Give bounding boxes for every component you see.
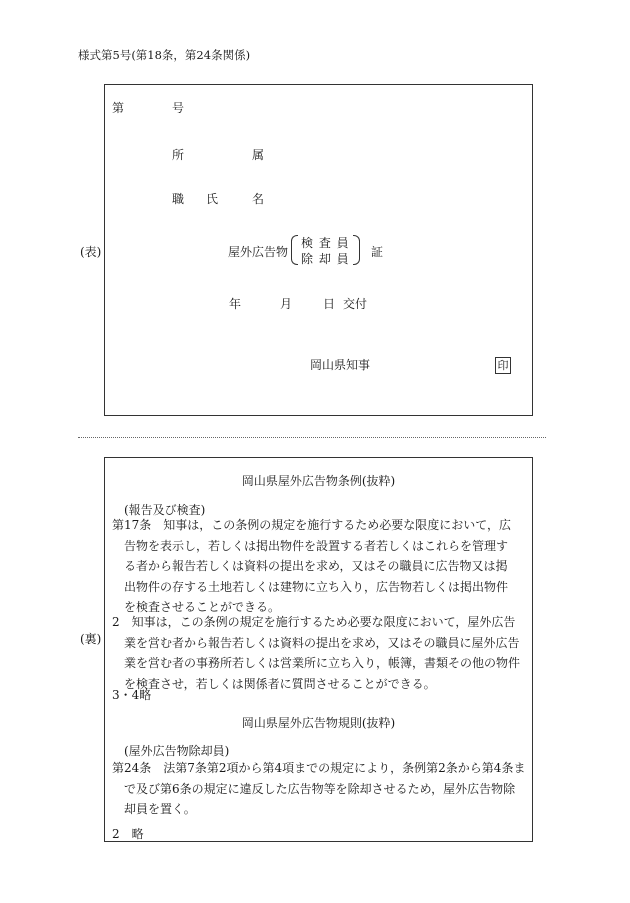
number-prefix: 第 bbox=[112, 101, 125, 115]
title-suffix: 証 bbox=[371, 245, 384, 259]
front-side-label: (表) bbox=[80, 245, 102, 259]
back-card bbox=[104, 457, 533, 842]
form-title: 様式第5号(第18条，第24条関係) bbox=[78, 48, 251, 62]
issuer: 岡山県知事 bbox=[310, 358, 371, 372]
article24-paragraph-1: 第24条 法第7条第2項から第4項までの規定により，条例第2条から第4条まで及び第6条の規定に違反した広告物等を除却させるため，屋外広告物除却員を置く。 bbox=[112, 761, 526, 816]
title-option-remover: 除 却 員 bbox=[301, 252, 350, 266]
article24-paragraph-2: 2 略 bbox=[112, 827, 144, 841]
right-brace bbox=[353, 235, 360, 265]
number-suffix: 号 bbox=[172, 101, 185, 115]
date-month: 月 bbox=[280, 297, 293, 311]
article17-paragraph-2: 2 知事は，この条例の規定を施行するため必要な限度において，屋外広告業を営む者から報告若しくは資料の提出を求め，又はその職員に屋外広告業を営む者の事務所若しくは営業所に立ち入り，帳簿，書類その他の物件を検査させ，若しくは関係者に質問させることができる。 bbox=[112, 615, 521, 691]
title-prefix: 屋外広告物 bbox=[228, 245, 289, 259]
affiliation-label-a: 所 bbox=[172, 148, 185, 162]
name-label-a: 職 bbox=[172, 192, 185, 206]
article24-caption: (屋外広告物除却員) bbox=[124, 744, 230, 758]
front-card bbox=[104, 84, 533, 416]
title-option-inspector: 検 査 員 bbox=[301, 236, 350, 250]
date-day: 日 bbox=[323, 297, 336, 311]
rules-title: 岡山県屋外広告物規則(抜粋) bbox=[241, 716, 396, 730]
affiliation-label-b: 属 bbox=[252, 148, 265, 162]
seal-stamp: 印 bbox=[495, 357, 511, 374]
name-label-b: 氏 bbox=[206, 192, 219, 206]
ordinance-title: 岡山県屋外広告物条例(抜粋) bbox=[241, 474, 396, 488]
back-side-label: (裏) bbox=[80, 632, 102, 646]
article17-paragraph-34: 3・4略 bbox=[112, 688, 152, 702]
cut-line bbox=[78, 437, 546, 438]
article17-paragraph-1 bbox=[112, 515, 514, 618]
date-issue: 交付 bbox=[343, 297, 368, 311]
left-brace bbox=[291, 235, 298, 265]
date-year: 年 bbox=[229, 297, 242, 311]
article17-p1-text: 第17条 知事は，この条例の規定を施行するため必要な限度において，広告物を表示し，若しくは掲出物件を設置する者若しくはこれらを管理する者から報告若しくは資料の提出を求め，又はその職員に広告物又は掲出物件の存する土地若しくは建物に立ち入り，広告物若しくは掲出物件を検査させることができる。 bbox=[112, 518, 512, 614]
article17-caption: (報告及び検査) bbox=[124, 503, 206, 517]
name-label-c: 名 bbox=[252, 192, 265, 206]
